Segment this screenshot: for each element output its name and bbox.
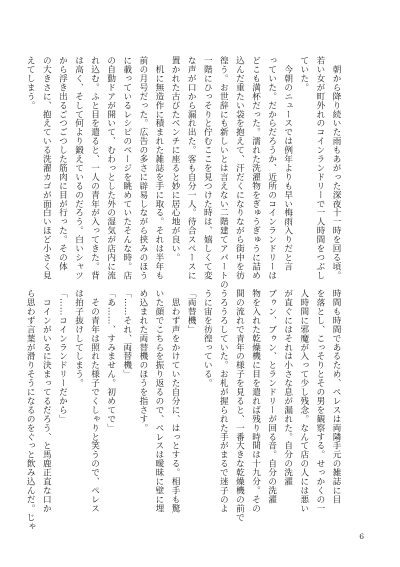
text-block-top bbox=[22, 56, 344, 289]
text-line: コインがいるに決まってるだろう、と馬鹿正直な口か bbox=[41, 289, 52, 513]
text-line: 思わず声をかけていた自分に、はっとする。相手も驚 bbox=[170, 289, 181, 513]
text-line: 一階にひっそりと佇むここを見つけた時は、嬉しくて変 bbox=[202, 56, 213, 280]
text-line: 時間も時間であるため、ペレスは両隣手元の雑誌に目 bbox=[331, 289, 341, 504]
text-line: を落とし、こっそりとその男を観察する。せっかくの一 bbox=[314, 289, 325, 513]
text-line: どこも満杯だった。濡れた洗濯物をぎゅうぎゅうに詰め bbox=[250, 56, 261, 280]
text-line: 間の流れで青年の様子を見ると、一番大きな乾燥機の前で bbox=[234, 289, 245, 522]
text-line: ていた。 bbox=[298, 56, 309, 92]
text-line: っていた。だからだろうか、近所のコインランドリーは bbox=[266, 56, 277, 280]
text-line: から浮き出るごつごつした筋肉に目が行った。その体 bbox=[57, 56, 68, 271]
text-line: その青年は照れた様子でくしゃりと笑うので、ペレス bbox=[89, 289, 100, 513]
text-block-bottom bbox=[22, 289, 344, 531]
text-line: 「両替機」 bbox=[186, 289, 197, 334]
text-line: えてしまう。 bbox=[25, 56, 36, 110]
text-line: め込まれた両替機のほうを指さす。 bbox=[137, 289, 148, 433]
text-line: れ込む。ふと目を遣ると、一人の青年が入ってきた。背 bbox=[89, 56, 100, 280]
text-line: ら思わず言葉が滑りそうになるのをぐっと飲み込んだ。じゃ bbox=[25, 289, 36, 531]
text-line: 徨う。お世辞にも新しいとは言えない二階建てアパートの bbox=[218, 56, 229, 289]
text-line: 物を入れた乾燥機に目を遣れば残り時間は十九分。その bbox=[250, 289, 261, 513]
text-line: に載っているレシピのページを眺めていたそんな時。店 bbox=[121, 56, 132, 280]
text-line: ブゥン、ブゥン、とランドリーが回る音。自分の洗濯 bbox=[266, 289, 277, 504]
text-line: うろうろしていた。お札が握られた手がまるで迷子のよ bbox=[218, 289, 229, 513]
page-number: 6 bbox=[359, 532, 364, 541]
text-line: が直ぐにはそれは小さな息が漏れた。自分の洗濯 bbox=[282, 289, 293, 486]
text-line: 「あ……、すみません。初めてで」 bbox=[105, 289, 116, 433]
text-line: 人時間に邪魔が入って少し残念。なんて店の人には悪い bbox=[298, 289, 309, 513]
text-line: 「……それ、両替機」 bbox=[121, 289, 132, 379]
text-line: は高く、そして何より鍛えているのだろう。白いシャツ bbox=[73, 56, 84, 280]
text-line: の自動ドアが開いて、むわっとした外の湿気が店内に流 bbox=[105, 56, 116, 280]
text-line: 置かれた古びたベンチに座ると妙に居心地が良い。 bbox=[170, 56, 181, 262]
text-line: 机に無造作に積まれた雑誌を手に取る。それは半年も bbox=[153, 56, 164, 280]
text-line: 前の月号だった。広告の多さに辟易しながら挟みのほう bbox=[137, 56, 148, 280]
text-line: は拍子抜けしてしまう。 bbox=[73, 289, 84, 388]
text-line: 若い女が町外れのコインランドリーで一人時間をつぶし bbox=[314, 56, 325, 280]
text-line: 朝から降り続いた雨もあがった深夜十一時を回る頃。 bbox=[331, 56, 341, 280]
text-line: 今朝のニュースでは例年よりも早い梅雨入りだと言 bbox=[282, 56, 293, 271]
text-line: 込んだ重たい袋を抱えて、汗だくになりながら街中を彷 bbox=[234, 56, 245, 280]
text-line: うに宙を彷徨っている。 bbox=[202, 289, 213, 388]
text-line: な声が口から漏れ出た。客も自分一人。待合スペースに bbox=[186, 56, 197, 280]
text-line: いた顔でこちらを振り返るので、ペレスは曖昧に壁に埋 bbox=[153, 289, 164, 513]
text-line: の大きさに、抱えている洗濯カゴが面白いほど小さく見 bbox=[41, 56, 52, 280]
text-line: 「……コインランドリーだから」 bbox=[57, 289, 68, 424]
